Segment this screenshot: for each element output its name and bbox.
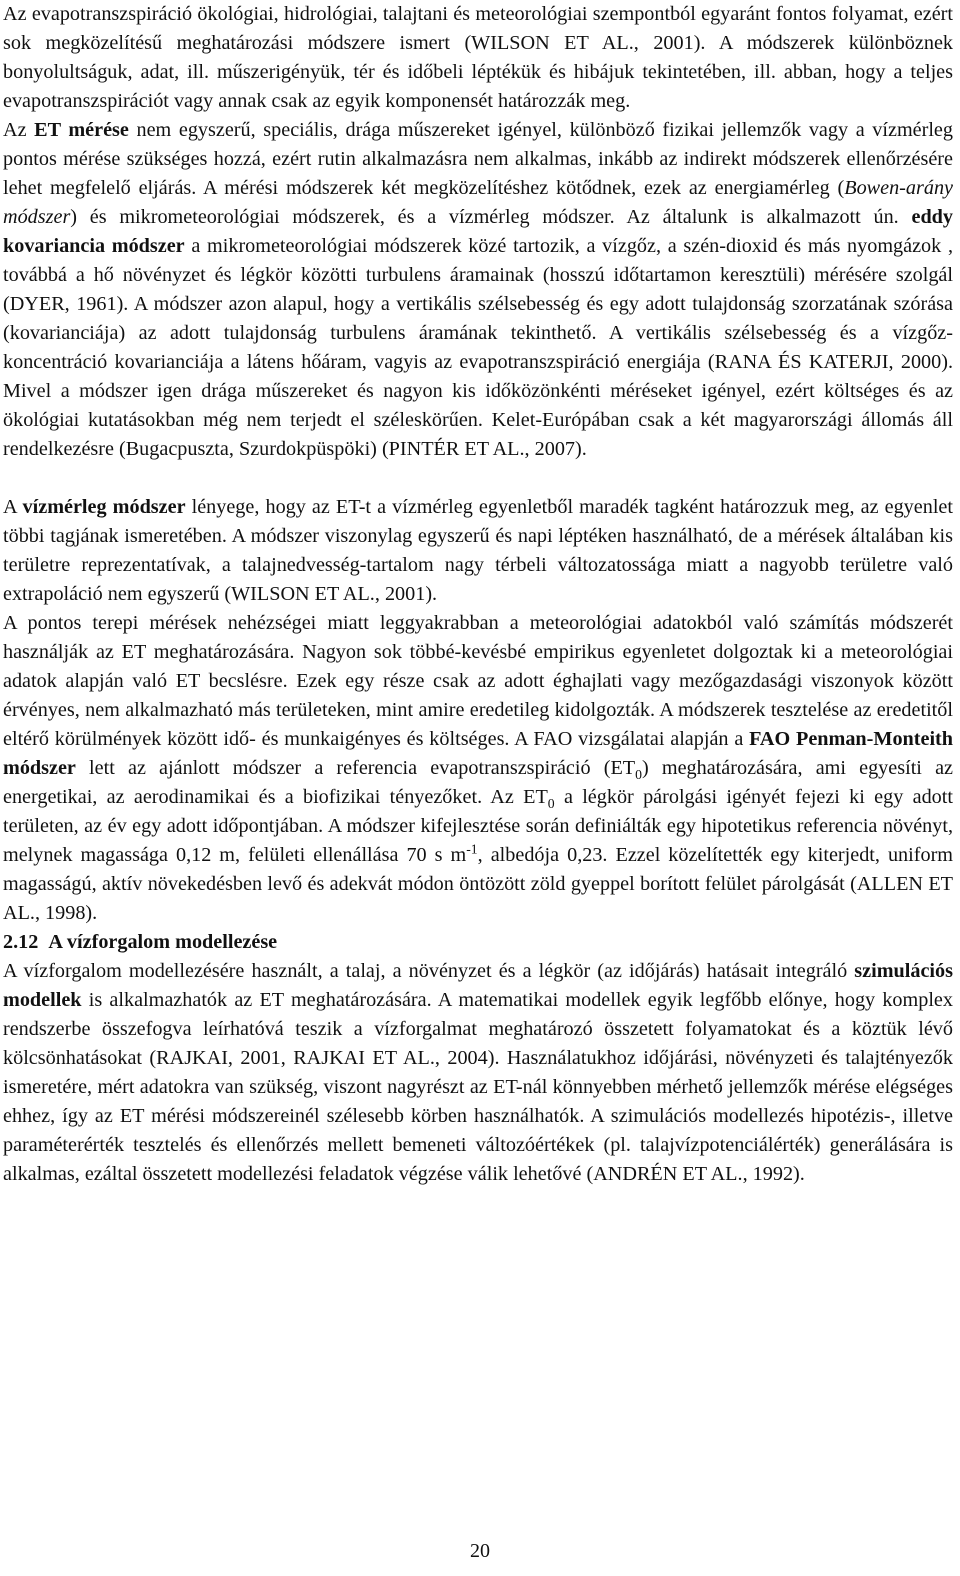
superscript: -1 <box>466 841 478 857</box>
text-run: A pontos terepi mérések nehézségei miatt leggyakrabban a meteorológiai adatokból való számítás módszerét használják az ET meghatározására. Nagyon sok többé-kevésbé empirikus egyenletet dolgoztak ki a meteorológiai adatok alapján való ET becslésre. Ezek egy része csak az adott éghajlati vagy mezőgazdasági viszonyok között érvényes, nem alkalmazható más területeken, mint amire eredetileg kidolgozták. A módszerek tesztelése az eredetitől eltérő körülmények között idő- és munkaigényes és költséges. A FAO vizsgálatai alapján a <box>3 612 953 750</box>
document-page <box>3 0 953 1189</box>
paragraph-et-measurement <box>3 116 953 464</box>
paragraph-water-balance <box>3 493 953 609</box>
text-run: a mikrometeorológiai módszerek közé tartozik, a vízgőz, a szén-dioxid és más nyomgázok , továbbá a hő növényzet és légkör közötti turbulens áramainak (hosszú időtartamon keresztüli) mérésére szolgál (DYER, 1961). A módszer azon alapul, hogy a vertikális szélsebesség és egy adott tulajdonság szorzatának szórása (kovarianciája) az adott tulajdonság turbulens áramának tekinthető. A vertikális szélsebesség és a vízgőz-koncentráció kovarianciája a látens hőáram, vagyis az evapotranszspiráció energiája (RANA ÉS KATERJI, 2000). Mivel a módszer igen drága műszereket és nagyon kis időközönkénti méréseket igényel, ezért költséges és az ökológiai kutatásokban még nem terjedt el széleskörűen. Kelet-Európában csak a két magyarországi állomás áll rendelkezésre (Bugacpuszta, Szurdokpüspöki) (PINTÉR ET AL., 2007). <box>3 235 953 460</box>
text-run: lett az ajánlott módszer a referencia evapotranszspiráció (ET <box>75 757 636 779</box>
italic-term-bowen: Bowen-arány módszer <box>3 177 953 228</box>
paragraph-spacer <box>3 464 953 493</box>
paragraph-intro-text: Az evapotranszspiráció ökológiai, hidrológiai, talajtani és meteorológiai szempontból egyaránt fontos folyamat, ezért sok megközelítésű meghatározási módszere ismert (WILSON ET AL., 2001). A módszerek különböznek bonyolultságuk, adat, ill. műszerigényük, tér és időbeli léptékük és hibájuk tekintetében, ill. abban, hogy a teljes evapotranszspirációt vagy annak csak az egyik komponensét határozzák meg. <box>3 3 953 112</box>
text-run: Az <box>3 119 35 141</box>
section-number: 2.12 <box>3 931 39 953</box>
section-title: A vízforgalom modellezése <box>48 931 278 953</box>
subscript: 0 <box>635 767 642 783</box>
text-run: lényege, hogy az ET-t a vízmérleg egyenletből maradék tagként határozzuk meg, az egyenlet többi tagjának ismeretében. A módszer viszonylag egyszerű és napi léptéken használható, de a mérések általában kis területre reprezentatívak, a talajnedvesség-tartalom nagy térbeli változatossága miatt a nagyobb területre való extrapoláció nem egyszerű (WILSON ET AL., 2001). <box>3 496 953 605</box>
paragraph-meteorological <box>3 609 953 928</box>
bold-term-fao: FAO Penman-Monteith módszer <box>3 728 954 779</box>
section-heading <box>3 928 953 957</box>
paragraph-intro <box>3 0 953 116</box>
bold-term-vizmerleg: vízmérleg módszer <box>22 496 186 518</box>
text-run: a légkör párolgási igényét fejezi ki egy adott területen, az év egy adott időpontjában. A módszer kifejlesztése során definiálták egy hipotetikus referencia növényt, melynek magassága 0,12 m, felületi ellenállása 70 s m <box>3 786 953 866</box>
text-run: ) meghatározására, ami egyesíti az energetikai, az aerodinamikai és a biofizikai tényezőket. Az ET <box>3 757 953 808</box>
bold-term-eddy: eddy kovariancia módszer <box>3 206 953 257</box>
page-number: 20 <box>470 1540 490 1562</box>
paragraph-modelling <box>3 957 953 1189</box>
text-run: A vízforgalom modellezésére használt, a talaj, a növényzet és a légkör (az időjárás) hatásait integráló <box>3 960 855 982</box>
subscript: 0 <box>547 796 555 812</box>
bold-term-et-meres: ET mérése <box>34 119 129 141</box>
text-run: A <box>3 496 23 518</box>
text-run: , albedója 0,23. Ezzel közelítették egy kiterjedt, uniform magasságú, aktív növekedésben levő és adekvát módon öntözött zöld gyeppel borított felület párolgását (ALLEN ET AL., 1998). <box>3 844 953 924</box>
text-run: is alkalmazhatók az ET meghatározására. A matematikai modellek egyik legfőbb előnye, hogy komplex rendszerbe összefogva leírhatóvá teszik a vízforgalmat meghatározó összetett folyamatokat és a köztük lévő kölcsönhatásokat (RAJKAI, 2001, RAJKAI ET AL., 2004). Használatukhoz időjárási, növényzeti és talajtényezők ismeretére, mért adatokra van szükség, viszont nagyrészt az ET-nál könnyebben mérhető jellemzők mérése elégséges ehhez, így az ET mérési módszereinél szélesebb körben használhatók. A szimulációs modellezés hipotézis-, illetve paraméterérték tesztelés és ellenőrzés mellett bemeneti változóértékek (pl. talajvízpotenciálérték) generálására is alkalmas, ezáltal összetett modellezési feladatok végzése válik lehetővé (ANDRÉN ET AL., 1992). <box>3 989 953 1185</box>
text-run: ) és mikrometeorológiai módszerek, és a vízmérleg módszer. Az általunk is alkalmazott ún. <box>70 206 912 228</box>
text-run: nem egyszerű, speciális, drága műszereket igényel, különböző fizikai jellemzők vagy a vízmérleg pontos mérése szükséges hozzá, ezért rutin alkalmazásra nem alkalmas, inkább az indirekt módszerek ellenőrzésére lehet megfelelő eljárás. A mérési módszerek két megközelítéshez kötődnek, ezek az energiamérleg ( <box>3 119 953 199</box>
bold-term-szimulacios: szimulációs modellek <box>3 960 953 1011</box>
